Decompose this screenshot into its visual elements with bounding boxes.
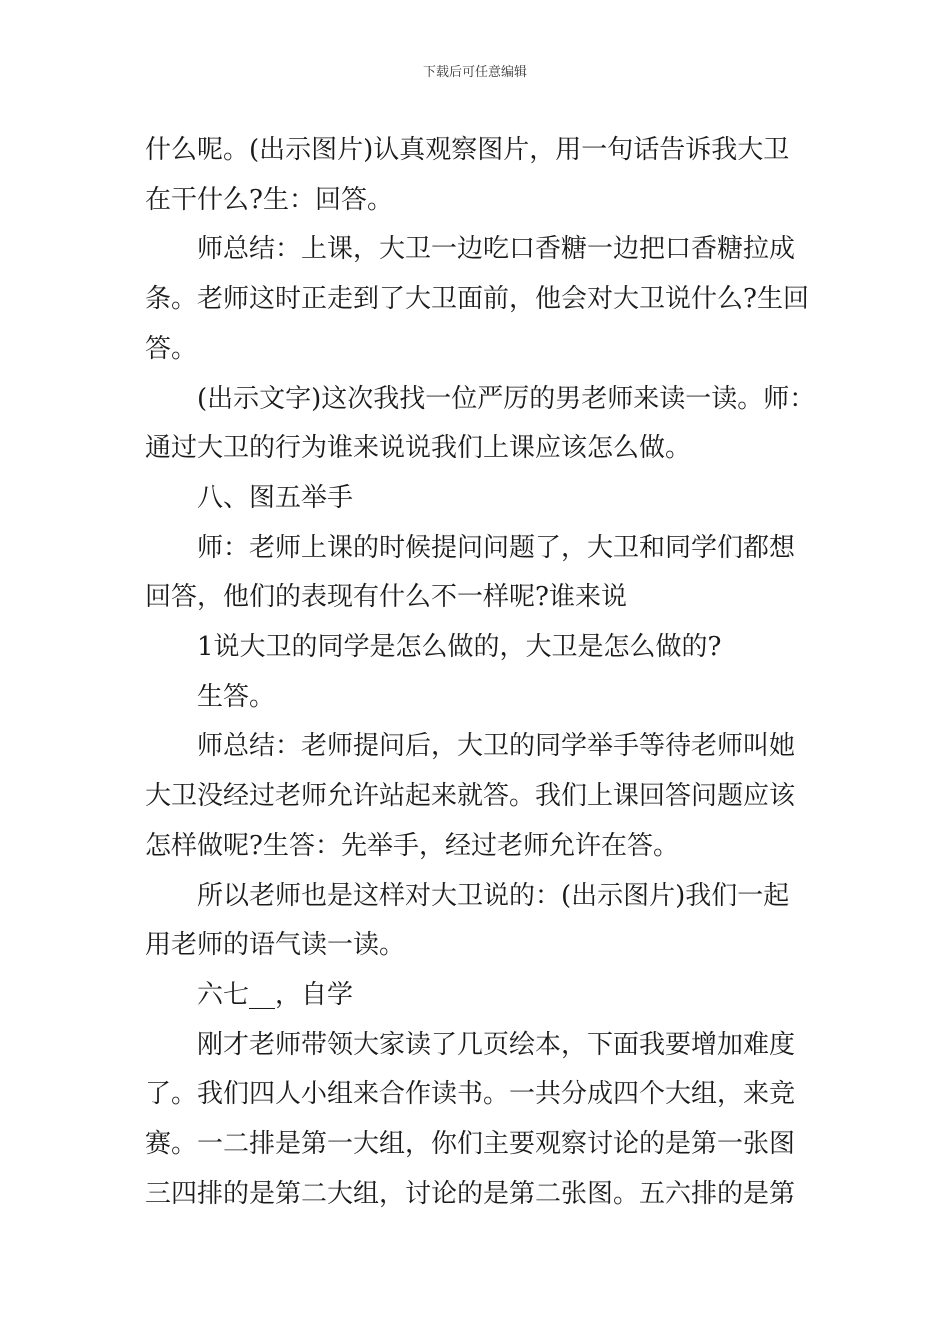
text-line: 答。 [145, 333, 198, 364]
paragraph [145, 375, 816, 474]
text-line: 了。我们四人小组来合作读书。一共分成四个大组，来竞 [145, 1079, 796, 1110]
text-line: 在干什么?生：回答。 [145, 184, 393, 215]
text-line: 怎样做呢?生答：先举手，经过老师允许在答。 [145, 830, 679, 861]
paragraph [145, 722, 810, 871]
page-header: 下载后可任意编辑 [422, 65, 527, 80]
text-line: 用老师的语气读一读。 [145, 930, 406, 961]
paragraph [145, 126, 810, 225]
paragraph [145, 225, 810, 374]
text-line: 赛。一二排是第一大组，你们主要观察讨论的是第一张图 [145, 1129, 796, 1160]
paragraph [145, 524, 810, 623]
paragraph [145, 872, 810, 971]
text-line: 通过大卫的行为谁来说说我们上课应该怎么做。 [145, 433, 692, 464]
text-line: 师：老师上课的时候提问问题了，大卫和同学们都想 [197, 532, 796, 563]
text-line: 生答。 [197, 681, 276, 712]
text-line: 回答，他们的表现有什么不一样呢?谁来说 [145, 582, 627, 613]
text-line: 刚才老师带领大家读了几页绘本，下面我要增加难度 [197, 1029, 796, 1060]
text-line: 大卫没经过老师允许站起来就答。我们上课回答问题应该 [145, 781, 796, 812]
paragraph [145, 971, 810, 1021]
document-body [145, 126, 816, 1219]
paragraph [145, 1021, 810, 1220]
text-line: 1说大卫的同学是怎么做的，大卫是怎么做的? [197, 632, 722, 663]
text-line: 师总结：老师提问后，大卫的同学举手等待老师叫她 [197, 731, 796, 762]
text-line: 所以老师也是这样对大卫说的：(出示图片)我们一起 [197, 880, 790, 911]
text-line: 六七__，自学 [197, 979, 354, 1010]
text-line: (出示文字)这次我找一位严厉的男老师来读一读。师： [197, 383, 816, 414]
text-line: 师总结：上课，大卫一边吃口香糖一边把口香糖拉成 [197, 234, 796, 265]
text-line: 条。老师这时正走到了大卫面前，他会对大卫说什么?生回 [145, 284, 809, 315]
text-line: 什么呢。(出示图片)认真观察图片，用一句话告诉我大卫 [145, 135, 790, 165]
text-line: 八、图五举手 [197, 482, 354, 513]
paragraph [145, 673, 810, 723]
paragraph [145, 623, 810, 673]
text-line: 三四排的是第二大组，讨论的是第二张图。五六排的是第 [145, 1178, 796, 1209]
paragraph [145, 474, 810, 524]
